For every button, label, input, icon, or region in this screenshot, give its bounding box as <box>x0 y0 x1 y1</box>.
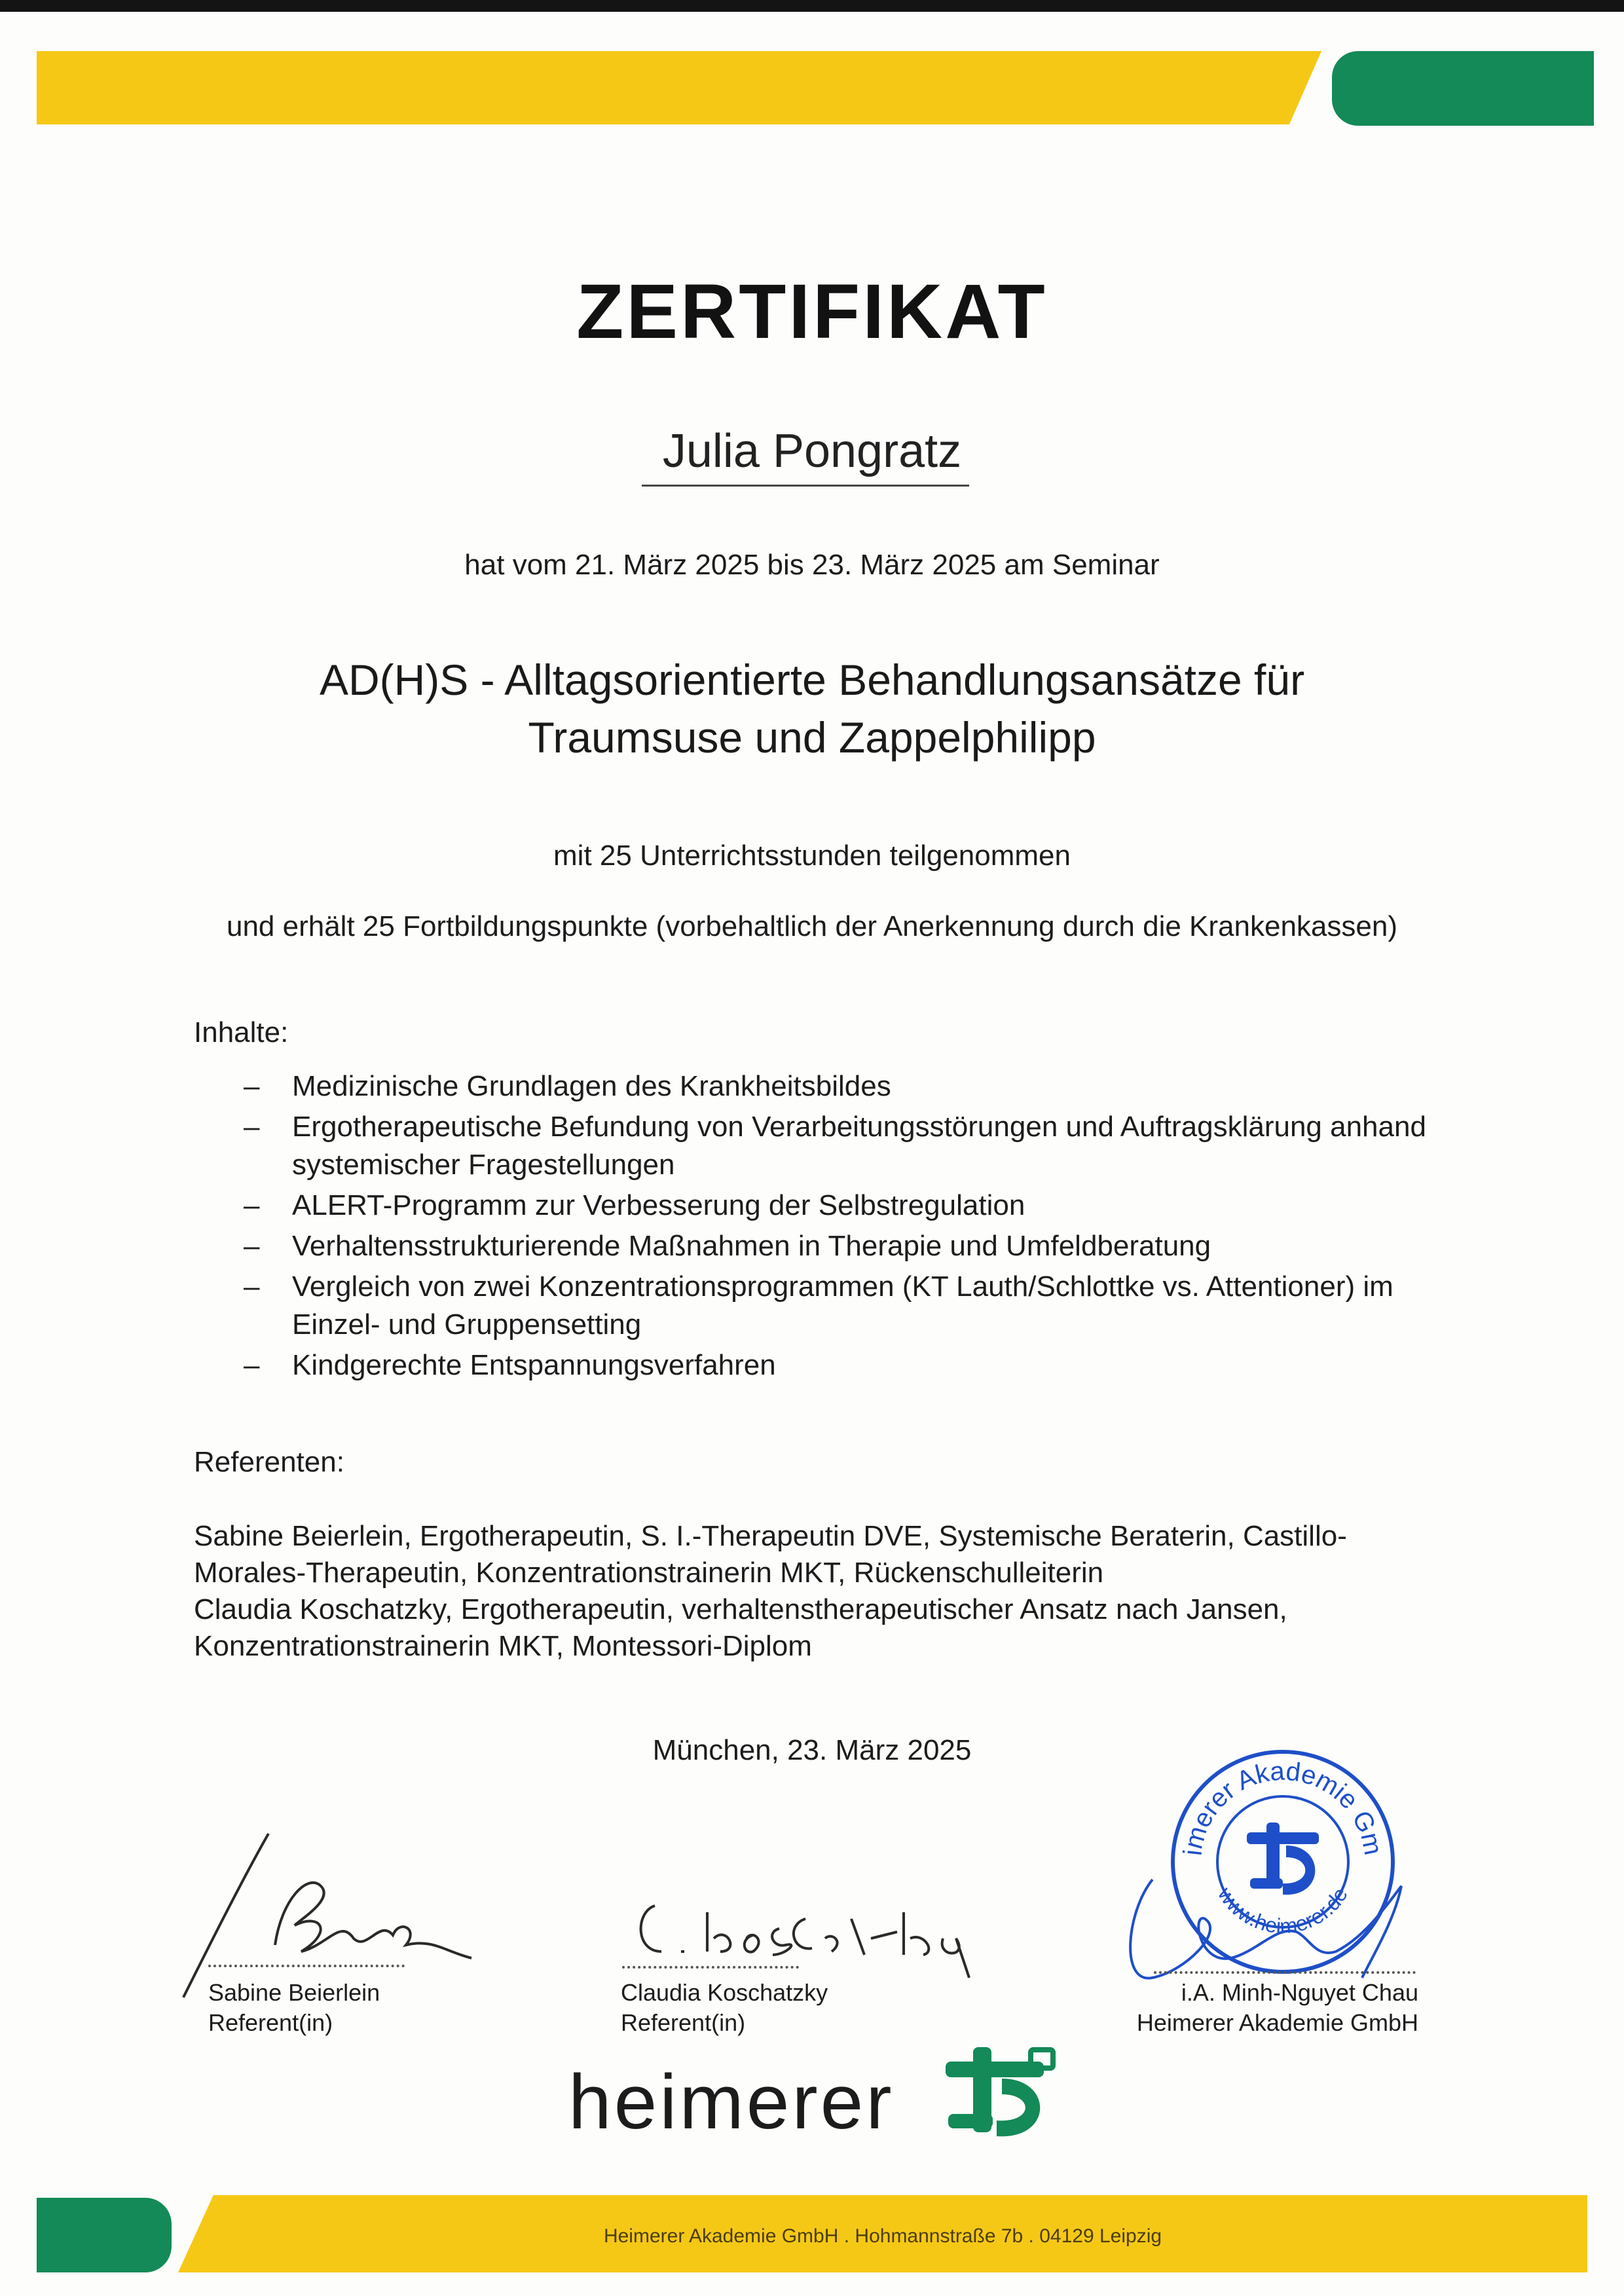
signer-2-role: Referent(in) <box>621 2009 746 2036</box>
signature-line-2 <box>622 1966 799 1969</box>
signer-3-role: Heimerer Akademie GmbH <box>1136 2009 1418 2036</box>
speakers-line: Claudia Koschatzky, Ergotherapeutin, verhaltenstherapeutischer Ansatz nach Jansen, <box>194 1593 1287 1625</box>
place-date: München, 23. März 2025 <box>652 1734 972 1766</box>
signer-1-name: Sabine Beierlein <box>208 1979 380 2006</box>
bullet-dash: – <box>244 1230 260 1262</box>
signature-line-3 <box>1154 1971 1416 1974</box>
stamp-top-text: Heimerer Akademie GmbH <box>1158 1724 1388 1858</box>
participant-name: Julia Pongratz <box>662 425 962 477</box>
bullet-dash: – <box>244 1270 260 1303</box>
list-item-text: Medizinische Grundlagen des Krankheitsbildes <box>292 1070 891 1102</box>
speakers-line: Konzentrationstrainerin MKT, Montessori-Diplom <box>194 1630 812 1662</box>
seminar-title-line-2: Traumsuse und Zappelphilipp <box>528 713 1096 762</box>
list-item <box>194 1067 1438 1105</box>
brand-wordmark: heimerer <box>568 2059 895 2145</box>
contents-heading: Inhalte: <box>194 1016 289 1048</box>
bullet-dash: – <box>244 1070 260 1102</box>
signer-2-name: Claudia Koschatzky <box>621 1979 828 2006</box>
speakers-line: Morales-Therapeutin, Konzentrationstrainerin MKT, Rückenschulleiterin <box>194 1557 1104 1589</box>
name-underline <box>642 485 969 487</box>
scan-edge <box>0 0 1624 12</box>
speakers-text <box>194 1518 1438 1665</box>
list-item <box>194 1108 1438 1184</box>
stamp-bottom-text: www.heimerer.de <box>1213 1883 1352 1938</box>
list-item-text: ALERT-Programm zur Verbesserung der Selbstregulation <box>292 1189 1025 1221</box>
bullet-dash: – <box>244 1349 260 1381</box>
signer-3-name: i.A. Minh-Nguyet Chau <box>1181 1979 1418 2006</box>
bullet-dash: – <box>244 1189 260 1221</box>
list-item <box>194 1268 1438 1344</box>
speakers-heading: Referenten: <box>194 1446 344 1478</box>
list-item-text: Vergleich von zwei Konzentrationsprogrammen (KT Lauth/Schlottke vs. Attentioner) im Einzel- und Gruppensetting <box>292 1270 1393 1341</box>
hours-line: mit 25 Unterrichtsstunden teilgenommen <box>553 840 1071 872</box>
bottom-green-band <box>37 2198 172 2272</box>
date-line: hat vom 21. März 2025 bis 23. März 2025 am Seminar <box>464 549 1160 581</box>
speakers-line: Sabine Beierlein, Ergotherapeutin, S. I.-Therapeutin DVE, Systemische Beraterin, Castillo- <box>194 1520 1347 1552</box>
top-yellow-band <box>37 51 1321 124</box>
seminar-title-line-1: AD(H)S - Alltagsorientierte Behandlungsansätze für <box>319 656 1305 704</box>
signer-2 <box>621 1978 828 2038</box>
signer-1 <box>208 1978 380 2038</box>
top-green-band <box>1332 51 1594 126</box>
list-item <box>194 1346 1438 1384</box>
list-item <box>194 1187 1438 1225</box>
list-item-text: Ergotherapeutische Befundung von Verarbeitungsstörungen und Auftragsklärung anhand systemischer Fragestellungen <box>292 1111 1426 1181</box>
seminar-title <box>0 651 1624 766</box>
heimerer-logo-icon <box>939 2042 1057 2140</box>
list-item-text: Verhaltensstrukturierende Maßnahmen in Therapie und Umfeldberatung <box>292 1230 1211 1262</box>
certificate-title: ZERTIFIKAT <box>576 268 1048 355</box>
footer-address: Heimerer Akademie GmbH . Hohmannstraße 7b . 04129 Leipzig <box>603 2225 1162 2247</box>
signer-3 <box>1113 1978 1418 2038</box>
points-line: und erhält 25 Fortbildungspunkte (vorbehaltlich der Anerkennung durch die Krankenkassen) <box>226 910 1397 942</box>
signature-line-1 <box>208 1965 405 1967</box>
list-item-text: Kindgerechte Entspannungsverfahren <box>292 1349 776 1381</box>
signature-koschatzky <box>629 1893 1048 1978</box>
signer-1-role: Referent(in) <box>208 2009 333 2036</box>
bullet-dash: – <box>244 1111 260 1143</box>
list-item <box>194 1227 1438 1265</box>
contents-list <box>194 1067 1438 1387</box>
